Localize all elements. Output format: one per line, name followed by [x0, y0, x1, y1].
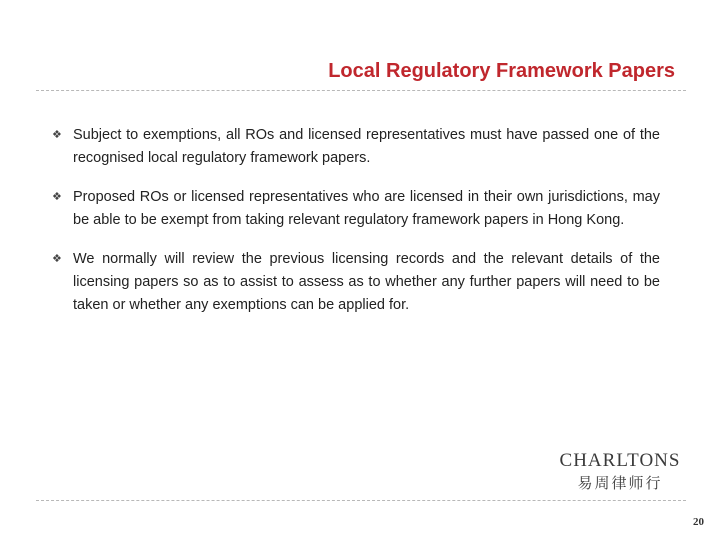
- logo-chinese-text: 易周律师行: [577, 474, 663, 492]
- bullet-item: [52, 186, 660, 232]
- bullet-item: [52, 248, 660, 317]
- bullet-diamond-icon: ❖: [52, 129, 62, 141]
- footer-divider: [36, 500, 686, 501]
- bullet-item: [52, 124, 660, 170]
- bullet-text: We normally will review the previous licensing records and the relevant details of the licensing papers so as to assist to assess as to whether any further papers will need to be taken or whether any exemptions can be applied for.: [73, 251, 660, 313]
- bullet-text: Proposed ROs or licensed representatives who are licensed in their own jurisdictions, may be able to be exempt from taking relevant regulatory framework papers in Hong Kong.: [73, 189, 660, 228]
- bullet-list: [52, 124, 660, 333]
- charltons-logo: [556, 449, 684, 497]
- bullet-diamond-icon: ❖: [52, 253, 62, 265]
- slide-title: Local Regulatory Framework Papers: [328, 60, 675, 82]
- bullet-text: Subject to exemptions, all ROs and licensed representatives must have passed one of the recognised local regulatory framework papers.: [73, 127, 660, 166]
- bullet-diamond-icon: ❖: [52, 191, 62, 203]
- page-number: 20: [693, 516, 704, 528]
- title-divider: [36, 90, 686, 91]
- logo-latin-text: CHARLTONS: [559, 450, 681, 471]
